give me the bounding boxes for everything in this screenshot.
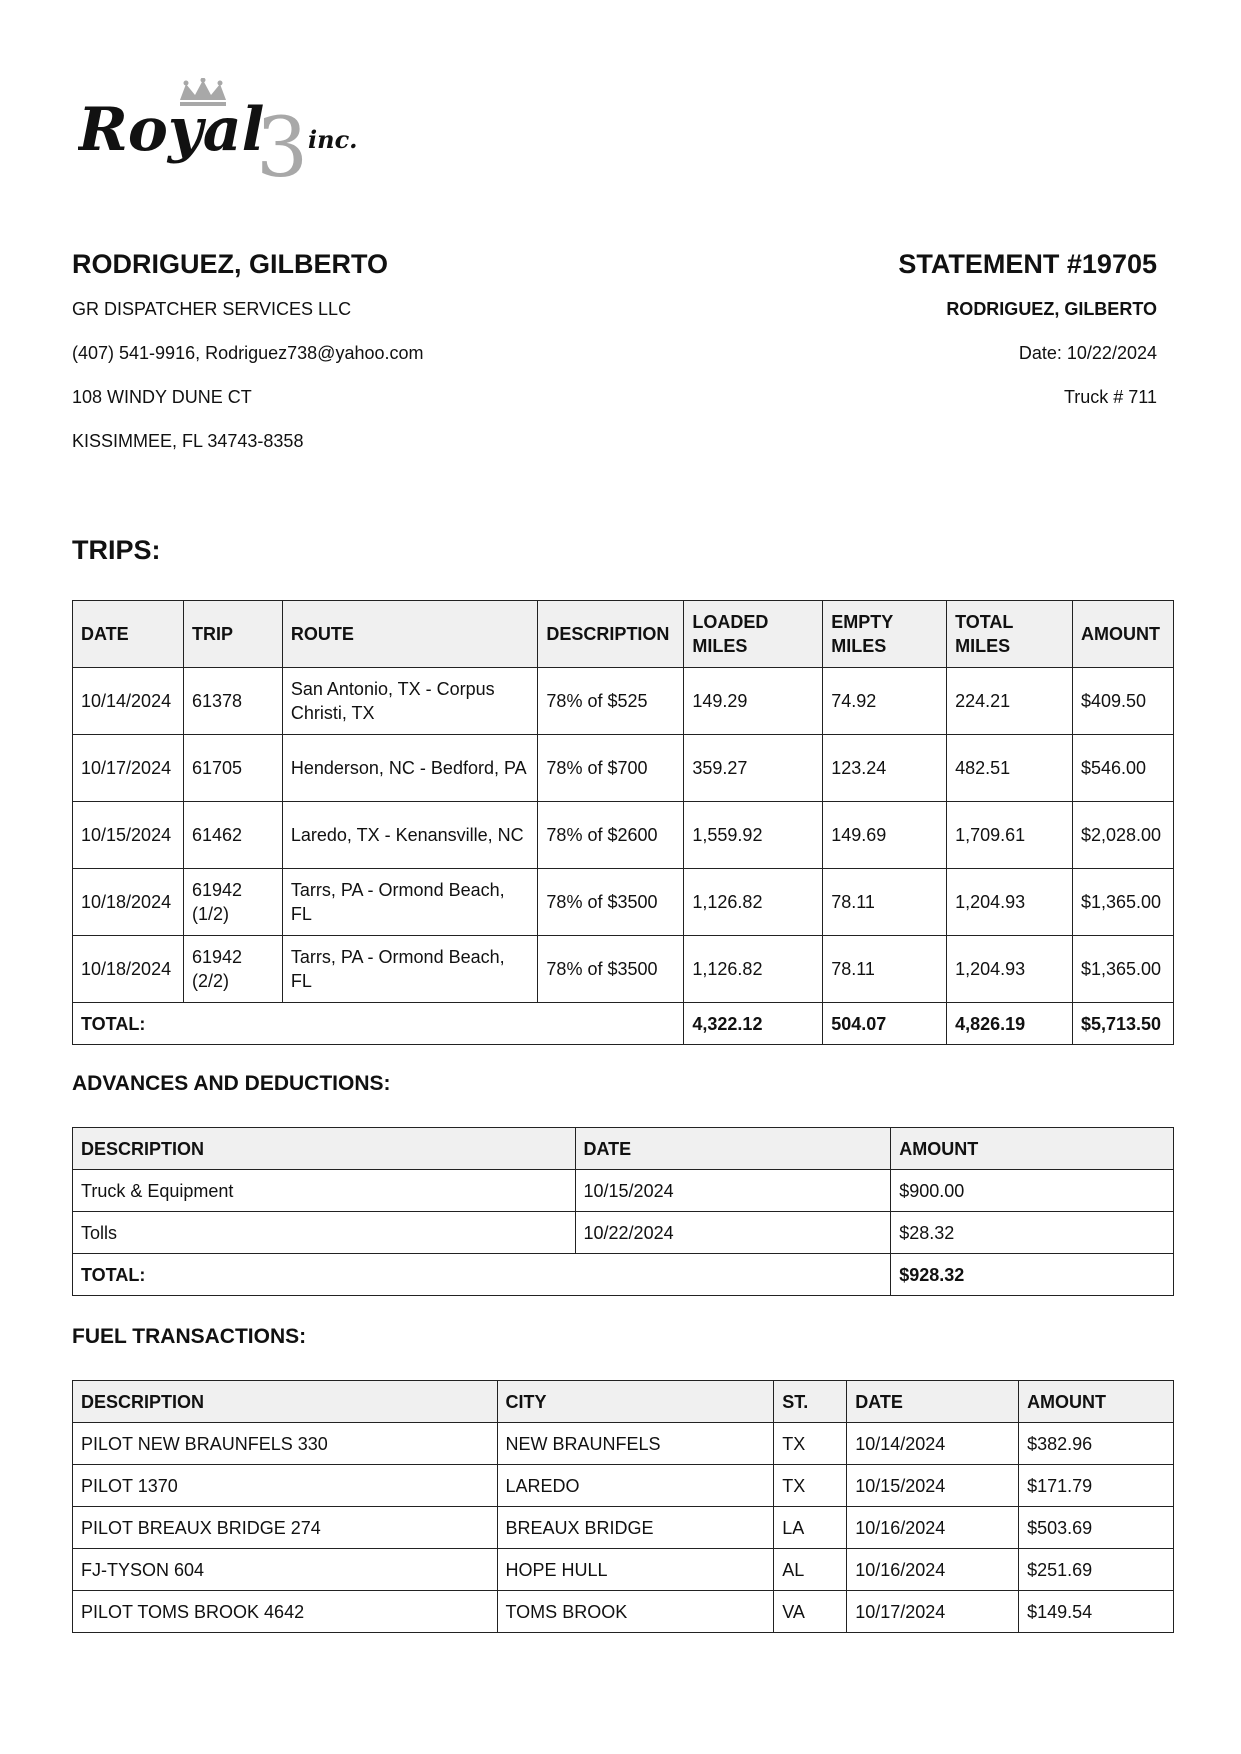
fuel-title: FUEL TRANSACTIONS: <box>72 1325 307 1348</box>
fuel-city: TOMS BROOK <box>497 1591 774 1633</box>
trip-loaded-miles: 1,126.82 <box>684 936 823 1003</box>
trip-description: 78% of $700 <box>538 735 684 802</box>
table-row <box>73 802 1174 869</box>
advances-header-cell: AMOUNT <box>891 1128 1174 1170</box>
table-row <box>73 1170 1174 1212</box>
trip-description: 78% of $525 <box>538 668 684 735</box>
svg-text:Royal: Royal <box>78 95 265 165</box>
trip-number: 61942 (1/2) <box>183 869 282 936</box>
trip-empty-miles: 149.69 <box>823 802 947 869</box>
table-row <box>73 1465 1174 1507</box>
trip-loaded-miles: 1,126.82 <box>684 869 823 936</box>
advances-total-row <box>73 1254 1174 1296</box>
fuel-date: 10/16/2024 <box>847 1549 1019 1591</box>
trip-route: Henderson, NC - Bedford, PA <box>282 735 538 802</box>
fuel-state: LA <box>774 1507 847 1549</box>
fuel-description: PILOT NEW BRAUNFELS 330 <box>73 1423 498 1465</box>
trips-header-cell: LOADED MILES <box>684 601 823 668</box>
trips-total-empty: 504.07 <box>823 1003 947 1045</box>
fuel-state: TX <box>774 1465 847 1507</box>
fuel-header-cell: DATE <box>847 1381 1019 1423</box>
trips-header-row <box>73 601 1174 668</box>
trip-empty-miles: 123.24 <box>823 735 947 802</box>
trips-header-cell: EMPTY MILES <box>823 601 947 668</box>
trips-header-cell: DATE <box>73 601 184 668</box>
trips-table <box>72 600 1174 1045</box>
trip-number: 61378 <box>183 668 282 735</box>
trip-loaded-miles: 149.29 <box>684 668 823 735</box>
trip-total-miles: 482.51 <box>947 735 1073 802</box>
advance-date: 10/22/2024 <box>575 1212 891 1254</box>
table-row <box>73 1507 1174 1549</box>
trip-total-miles: 224.21 <box>947 668 1073 735</box>
trip-amount: $2,028.00 <box>1072 802 1173 869</box>
trips-total-loaded: 4,322.12 <box>684 1003 823 1045</box>
trip-total-miles: 1,204.93 <box>947 869 1073 936</box>
trip-amount: $409.50 <box>1072 668 1173 735</box>
advances-header-cell: DESCRIPTION <box>73 1128 576 1170</box>
trips-total-amount: $5,713.50 <box>1072 1003 1173 1045</box>
fuel-state: AL <box>774 1549 847 1591</box>
fuel-state: VA <box>774 1591 847 1633</box>
fuel-city: BREAUX BRIDGE <box>497 1507 774 1549</box>
fuel-description: PILOT TOMS BROOK 4642 <box>73 1591 498 1633</box>
fuel-header-row <box>73 1381 1174 1423</box>
fuel-state: TX <box>774 1423 847 1465</box>
trip-empty-miles: 78.11 <box>823 936 947 1003</box>
trip-number: 61942 (2/2) <box>183 936 282 1003</box>
fuel-description: FJ-TYSON 604 <box>73 1549 498 1591</box>
fuel-date: 10/15/2024 <box>847 1465 1019 1507</box>
advances-header-cell: DATE <box>575 1128 891 1170</box>
trip-description: 78% of $2600 <box>538 802 684 869</box>
advance-description: Tolls <box>73 1212 576 1254</box>
table-row <box>73 869 1174 936</box>
fuel-city: LAREDO <box>497 1465 774 1507</box>
trip-date: 10/14/2024 <box>73 668 184 735</box>
trip-description: 78% of $3500 <box>538 869 684 936</box>
trip-date: 10/15/2024 <box>73 802 184 869</box>
trips-header-cell: ROUTE <box>282 601 538 668</box>
driver-info <box>72 248 424 474</box>
fuel-description: PILOT BREAUX BRIDGE 274 <box>73 1507 498 1549</box>
table-row <box>73 936 1174 1003</box>
fuel-city: NEW BRAUNFELS <box>497 1423 774 1465</box>
svg-text:inc.: inc. <box>308 125 358 154</box>
fuel-header-cell: ST. <box>774 1381 847 1423</box>
trips-header-cell: AMOUNT <box>1072 601 1173 668</box>
fuel-header-cell: DESCRIPTION <box>73 1381 498 1423</box>
advances-table <box>72 1127 1174 1296</box>
trip-date: 10/18/2024 <box>73 936 184 1003</box>
table-row <box>73 1549 1174 1591</box>
driver-contact: (407) 541-9916, Rodriguez738@yahoo.com <box>72 343 424 363</box>
statement-name: RODRIGUEZ, GILBERTO <box>946 299 1157 319</box>
fuel-amount: $503.69 <box>1019 1507 1174 1549</box>
table-row <box>73 1591 1174 1633</box>
trip-empty-miles: 74.92 <box>823 668 947 735</box>
trip-amount: $1,365.00 <box>1072 936 1173 1003</box>
trip-total-miles: 1,709.61 <box>947 802 1073 869</box>
statement-truck: Truck # 711 <box>1063 387 1157 407</box>
advance-date: 10/15/2024 <box>575 1170 891 1212</box>
trip-route: Tarrs, PA - Ormond Beach, FL <box>282 936 538 1003</box>
trip-number: 61705 <box>183 735 282 802</box>
table-row <box>73 668 1174 735</box>
fuel-date: 10/17/2024 <box>847 1591 1019 1633</box>
advances-total-label: TOTAL: <box>73 1254 891 1296</box>
statement-title: STATEMENT #19705 <box>898 249 1157 279</box>
trip-amount: $546.00 <box>1072 735 1173 802</box>
advance-description: Truck & Equipment <box>73 1170 576 1212</box>
trip-date: 10/17/2024 <box>73 735 184 802</box>
driver-company: GR DISPATCHER SERVICES LLC <box>72 299 352 319</box>
advances-header-row <box>73 1128 1174 1170</box>
trips-total-label: TOTAL: <box>73 1003 684 1045</box>
trip-date: 10/18/2024 <box>73 869 184 936</box>
royal3-logo <box>78 78 388 188</box>
trips-header-cell: TRIP <box>183 601 282 668</box>
fuel-amount: $171.79 <box>1019 1465 1174 1507</box>
fuel-city: HOPE HULL <box>497 1549 774 1591</box>
advances-title: ADVANCES AND DEDUCTIONS: <box>72 1072 391 1095</box>
fuel-amount: $149.54 <box>1019 1591 1174 1633</box>
fuel-header-cell: AMOUNT <box>1019 1381 1174 1423</box>
trip-route: Laredo, TX - Kenansville, NC <box>282 802 538 869</box>
trips-header-cell: DESCRIPTION <box>538 601 684 668</box>
advance-amount: $28.32 <box>891 1212 1174 1254</box>
trip-number: 61462 <box>183 802 282 869</box>
fuel-description: PILOT 1370 <box>73 1465 498 1507</box>
svg-text:3: 3 <box>256 101 309 188</box>
fuel-amount: $382.96 <box>1019 1423 1174 1465</box>
trip-loaded-miles: 1,559.92 <box>684 802 823 869</box>
trip-description: 78% of $3500 <box>538 936 684 1003</box>
trips-title: TRIPS: <box>72 535 161 565</box>
advance-amount: $900.00 <box>891 1170 1174 1212</box>
trip-amount: $1,365.00 <box>1072 869 1173 936</box>
trip-empty-miles: 78.11 <box>823 869 947 936</box>
driver-name: RODRIGUEZ, GILBERTO <box>72 249 389 279</box>
trips-header-cell: TOTAL MILES <box>947 601 1073 668</box>
trip-route: Tarrs, PA - Ormond Beach, FL <box>282 869 538 936</box>
table-row <box>73 1212 1174 1254</box>
trip-total-miles: 1,204.93 <box>947 936 1073 1003</box>
trips-total-miles: 4,826.19 <box>947 1003 1073 1045</box>
table-row <box>73 1423 1174 1465</box>
fuel-amount: $251.69 <box>1019 1549 1174 1591</box>
trips-total-row <box>73 1003 1174 1045</box>
fuel-table <box>72 1380 1174 1633</box>
table-row <box>73 735 1174 802</box>
fuel-date: 10/14/2024 <box>847 1423 1019 1465</box>
trip-route: San Antonio, TX - Corpus Christi, TX <box>282 668 538 735</box>
advances-total-amount: $928.32 <box>891 1254 1174 1296</box>
statement-date: Date: 10/22/2024 <box>1018 343 1157 363</box>
driver-address-line1: 108 WINDY DUNE CT <box>72 387 252 407</box>
statement-info <box>898 248 1157 430</box>
trip-loaded-miles: 359.27 <box>684 735 823 802</box>
driver-address-line2: KISSIMMEE, FL 34743-8358 <box>72 431 304 451</box>
fuel-date: 10/16/2024 <box>847 1507 1019 1549</box>
fuel-header-cell: CITY <box>497 1381 774 1423</box>
